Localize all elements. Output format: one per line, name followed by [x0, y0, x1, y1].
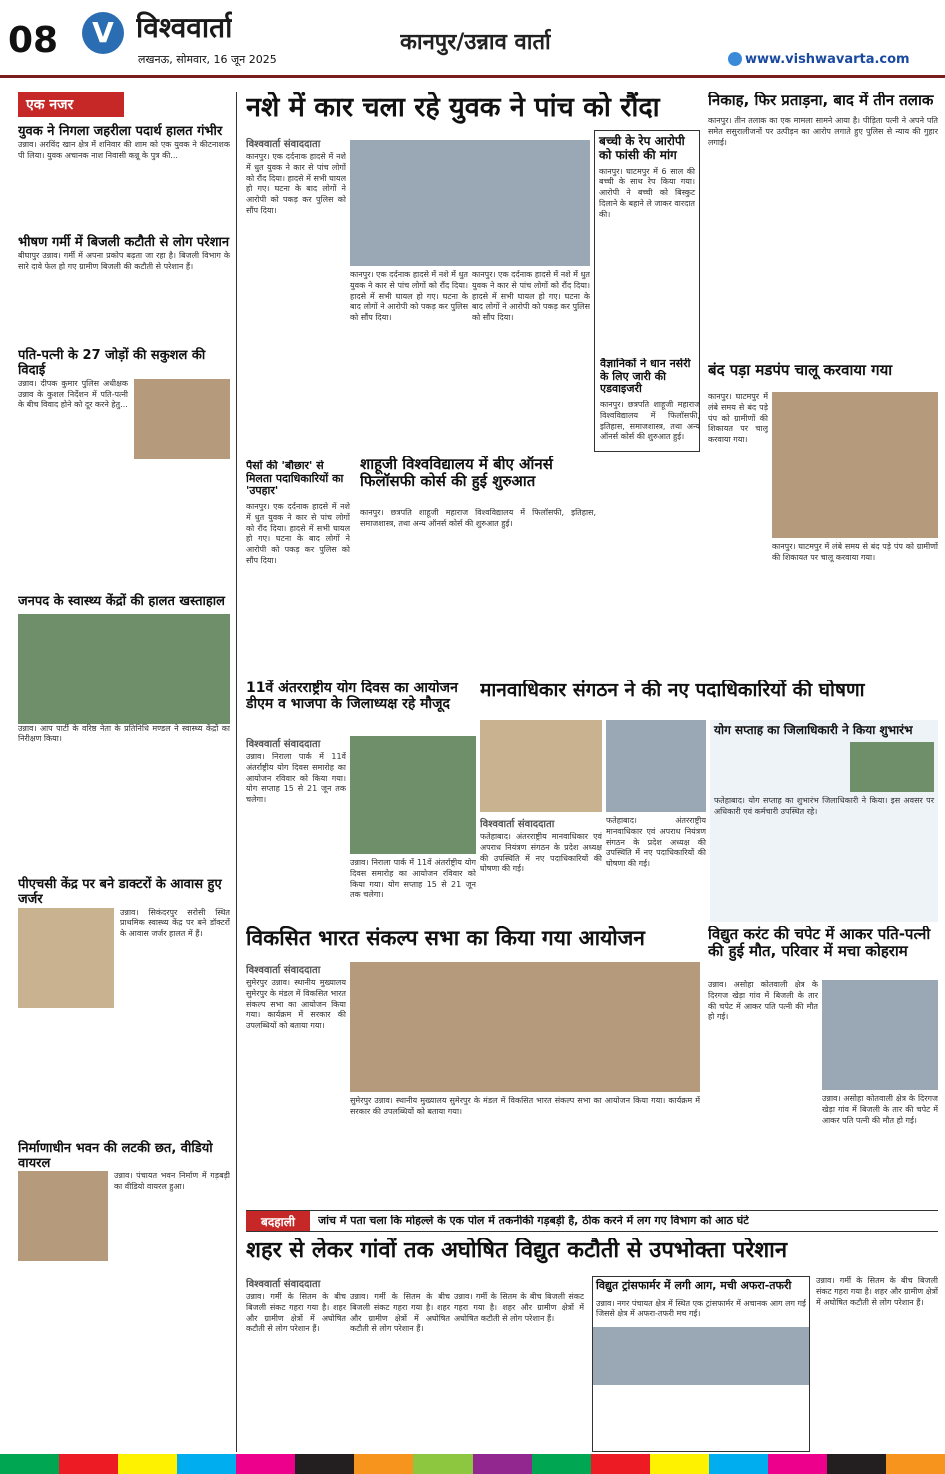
power-cut-body: उन्नाव। गर्मी के सितम के बीच बिजली संकट गहरा गया है। शहर और ग्रामीण क्षेत्रों में अघोषित कटौती से लोग परेशान हैं। [246, 1292, 346, 1334]
badhali-kicker: जांच में पता चला कि मोहल्ले के एक पोल में तकनीकी गड़बड़ी है, ठीक करने में लग गए विभाग को आठ घंटे [318, 1214, 749, 1227]
yoga-photo [350, 736, 476, 854]
transformer-photo [593, 1327, 809, 1385]
brief-headline: भीषण गर्मी में बिजली कटौती से लोग परेशान [18, 234, 230, 250]
sidebox-body: कानपुर। घाटमपुर में 6 साल की बच्ची के साथ रेप किया गया। आरोपी ने बच्ची को बिस्कुट दिलाने के बहाने ले जाकर वारदात की। [599, 166, 695, 219]
masthead [0, 0, 945, 78]
brand-name: विश्ववार्ता [136, 11, 233, 44]
yoga-week-box [710, 720, 938, 922]
human-rights-photo-2 [606, 720, 706, 812]
color-swatch [177, 1454, 236, 1474]
color-swatch [236, 1454, 295, 1474]
sankalp-body: सुमेरपुर उन्नाव। स्थानीय मुख्यालय सुमेरपुर के मंडल में विकसित भारत संकल्प सभा का आयोजन किया गया। कार्यक्रम में सरकार की उपलब्धियों को बताया गया। [246, 978, 346, 1031]
brand-logo-icon: V [82, 12, 124, 54]
brief-headline: युवक ने निगला जहरीला पदार्थ हालत गंभीर [18, 124, 223, 139]
pump-body-continued: कानपुर। घाटमपुर में लंबे समय से बंद पड़े पंप को ग्रामीणों की शिकायत पर चालू करवाया गया। [772, 542, 938, 562]
yoga-headline: 11वें अंतरराष्ट्रीय योग दिवस का आयोजन डीएम व भाजपा के जिलाध्यक्ष रहे मौजूद [246, 680, 458, 713]
color-registration-strip [0, 1454, 945, 1474]
talaq-headline: निकाह, फिर प्रताड़ना, बाद में तीन तलाक [708, 92, 934, 109]
talaq-body: कानपुर। तीन तलाक का एक मामला सामने आया है। पीड़िता पत्नी ने अपने पति समेत ससुरालीजनों पर उत्पीड़न का आरोप लगाते हुए पुलिस से न्याय की गुहार लगाई। [708, 116, 938, 147]
human-rights-body-continued: फतेहाबाद। अंतरराष्ट्रीय मानवाधिकार एवं अपराध नियंत्रण संगठन के प्रदेश अध्यक्ष की उपस्थिति में नए पदाधिकारियों की घोषणा की गई। [606, 816, 706, 869]
color-swatch [118, 1454, 177, 1474]
money-headline: पैसों की 'बौछार' से मिलता पदाधिकारियों का 'उपहार' [246, 460, 344, 498]
lead-headline: नशे में कार चला रहे युवक ने पांच को रौंदा [246, 92, 660, 123]
sankalp-headline: विकसित भारत संकल्प सभा का किया गया आयोजन [246, 926, 645, 950]
badhali-label: बदहाली [246, 1211, 310, 1232]
human-rights-body: फतेहाबाद। अंतरराष्ट्रीय मानवाधिकार एवं अपराध नियंत्रण संगठन के प्रदेश अध्यक्ष की उपस्थिति में नए पदाधिकारियों की घोषणा की गई। [480, 832, 602, 874]
brief-body: उन्नाव। अरविंद खान क्षेत्र में शनिवार की शाम को एक युवक ने कीटनाशक पी लिया। युवक अचानक नाश निवासी कन्नू के पुत्र की... [18, 139, 230, 160]
lead-body-continued: कानपुर। एक दर्दनाक हादसे में नशे में धुत युवक ने कार से पांच लोगों को रौंद दिया। हादसे में सभी घायल हो गए। घटना के बाद लोगों ने आरोपी को पकड़ कर पुलिस को सौंप दिया। [472, 270, 590, 323]
brief-headline: पति-पत्नी के 27 जोड़ों की सकुशल की विदाई [18, 347, 206, 378]
yoga-week-headline: योग सप्ताह का जिलाधिकारी ने किया शुभारंभ [714, 723, 913, 737]
paddy-headline: वैज्ञानिकों ने धान नर्सरी के लिए जारी की एडवाइजरी [600, 358, 691, 396]
accident-photo [350, 140, 590, 266]
brief-body: उन्नाव। पंचायत भवन निर्माण में गड़बड़ी का वीडियो वायरल हुआ। [114, 1171, 230, 1192]
electrocution-headline: विद्युत करंट की चपेट में आकर पति-पत्नी की हुई मौत, परिवार में मचा कोहराम [708, 926, 931, 961]
section-title: कानपुर/उन्नाव वार्ता [400, 30, 551, 55]
pump-photo [772, 392, 938, 538]
paddy-body: कानपुर। छत्रपति शाहूजी महाराज विश्वविद्यालय में फिलॉसफी, इतिहास, समाजशास्त्र, तथा अन्य ऑनर्स कोर्स की शुरुआत हुई। [600, 400, 700, 442]
yoga-week-body: फतेहाबाद। योग सप्ताह का शुभारंभ जिलाधिकारी ने किया। इस अवसर पर अधिकारी एवं कर्मचारी उपस्थित रहे। [714, 795, 934, 816]
color-swatch [473, 1454, 532, 1474]
color-swatch [709, 1454, 768, 1474]
health-centre-photo [18, 614, 230, 724]
electrocution-body: उन्नाव। असोहा कोतवाली क्षेत्र के दिरगज खेड़ा गांव में बिजली के तार की चपेट में आकर पति पत्नी की मौत हो गई। [708, 980, 818, 1022]
sankalp-reporter: विश्ववार्ता संवाददाता [246, 965, 321, 976]
university-headline: शाहूजी विश्वविद्यालय में बीए ऑनर्स फिलॉसफी कोर्स की हुई शुरुआत [360, 456, 553, 491]
badhali-strip [246, 1210, 938, 1232]
color-swatch [413, 1454, 472, 1474]
human-rights-headline: मानवाधिकार संगठन ने की नए पदाधिकारियों की घोषणा [480, 680, 865, 701]
website-link[interactable]: www.vishwavarta.com [745, 52, 910, 67]
color-swatch [886, 1454, 945, 1474]
building-photo [18, 1171, 108, 1261]
couples-photo [134, 379, 230, 459]
yoga-week-photo [850, 742, 934, 792]
human-rights-reporter: विश्ववार्ता संवाददाता [480, 819, 555, 830]
electrocution-body-continued: उन्नाव। असोहा कोतवाली क्षेत्र के दिरगज खेड़ा गांव में बिजली के तार की चपेट में आकर पति पत्नी की मौत हो गई। [822, 1094, 938, 1125]
yoga-body: उन्नाव। निराला पार्क में 11वें अंतर्राष्ट्रीय योग दिवस समारोह का आयोजन रविवार को किया गया। योग सप्ताह 15 से 21 जून तक चलेगा। [246, 752, 346, 805]
transformer-inset [592, 1276, 810, 1452]
brief-body: बीघापुर उन्नाव। गर्मी में अपना प्रकोप बढ़ता जा रहा है। बिजली विभाग के सारे दावे फेल हो गए ग्रामीण बिजली की कटौती से परेशान हैं। [18, 250, 230, 271]
brief-body: उन्नाव। आप पार्टी के वरिष्ठ नेता के प्रतिनिधि मण्डल ने स्वास्थ्य केंद्रों का निरीक्षण किया। [18, 723, 230, 744]
brief-body: उन्नाव। दीपक कुमार पुलिस अधीक्षक उन्नाव के कुशल निर्देशन में पति-पत्नी के बीच विवाद होने को दूर करने हेतु... [18, 378, 128, 410]
page-number: 08 [8, 20, 59, 61]
electrocution-photo [822, 980, 938, 1090]
color-swatch [0, 1454, 59, 1474]
color-swatch [768, 1454, 827, 1474]
yoga-body-continued: उन्नाव। निराला पार्क में 11वें अंतर्राष्ट्रीय योग दिवस समारोह का आयोजन रविवार को किया गया। योग सप्ताह 15 से 21 जून तक चलेगा। [350, 858, 476, 900]
power-cut-headline: शहर से लेकर गांवों तक अघोषित विद्युत कटौती से उपभोक्ता परेशान [246, 1238, 788, 1263]
power-cut-reporter: विश्ववार्ता संवाददाता [246, 1279, 321, 1290]
transformer-headline: विद्युत ट्रांसफार्मर में लगी आग, मची अफरा-तफरी [596, 1279, 792, 1292]
color-swatch [532, 1454, 591, 1474]
color-swatch [650, 1454, 709, 1474]
power-cut-body-continued: उन्नाव। गर्मी के सितम के बीच बिजली संकट गहरा गया है। शहर और ग्रामीण क्षेत्रों में अघोषित कटौती से लोग परेशान हैं। [454, 1292, 584, 1323]
power-cut-body-continued: उन्नाव। गर्मी के सितम के बीच बिजली संकट गहरा गया है। शहर और ग्रामीण क्षेत्रों में अघोषित कटौती से लोग परेशान हैं। [816, 1276, 938, 1307]
sankalp-photo [350, 962, 700, 1092]
brief-headline: निर्माणाधीन भवन की लटकी छत, वीडियो वायरल [18, 1140, 213, 1171]
human-rights-photo [480, 720, 602, 812]
ek-nazar-label: एक नजर [18, 92, 124, 117]
university-body: कानपुर। छत्रपति शाहूजी महाराज विश्वविद्यालय में फिलॉसफी, इतिहास, समाजशास्त्र, तथा अन्य ऑनर्स कोर्स की शुरुआत हुई। [360, 508, 596, 528]
transformer-body: उन्नाव। नगर पंचायत क्षेत्र में स्थित एक ट्रांसफार्मर में अचानक आग लग गई जिससे क्षेत्र में अफरा-तफरी मच गई। [596, 1298, 806, 1319]
brief-body: उन्नाव। सिकंदरपुर सरोसी स्थित प्राथमिक स्वास्थ्य केंद्र पर बने डॉक्टरों के आवास जर्जर हालत में हैं। [120, 907, 230, 939]
color-swatch [295, 1454, 354, 1474]
column-divider [236, 92, 237, 1452]
brief-headline: पीएचसी केंद्र पर बने डाक्टरों के आवास हुए जर्जर [18, 876, 222, 907]
pump-body: कानपुर। घाटमपुर में लंबे समय से बंद पड़े पंप को ग्रामीणों की शिकायत पर चालू करवाया गया। [708, 392, 768, 445]
pump-headline: बंद पड़ा मडपंप चालू करवाया गया [708, 362, 893, 379]
color-swatch [827, 1454, 886, 1474]
color-swatch [354, 1454, 413, 1474]
color-swatch [59, 1454, 118, 1474]
sidebox-headline: बच्ची के रेप आरोपी को फांसी की मांग [599, 134, 685, 162]
yoga-reporter: विश्ववार्ता संवाददाता [246, 739, 321, 750]
globe-icon [728, 52, 742, 66]
lead-body-continued: कानपुर। एक दर्दनाक हादसे में नशे में धुत युवक ने कार से पांच लोगों को रौंद दिया। हादसे में सभी घायल हो गए। घटना के बाद लोगों ने आरोपी को पकड़ कर पुलिस को सौंप दिया। [350, 270, 468, 323]
quarters-photo [18, 908, 114, 1008]
lead-body: कानपुर। एक दर्दनाक हादसे में नशे में धुत युवक ने कार से पांच लोगों को रौंद दिया। हादसे में सभी घायल हो गए। घटना के बाद लोगों ने आरोपी को पकड़ कर पुलिस को सौंप दिया। [246, 152, 346, 215]
brief-headline: जनपद के स्वास्थ्य केंद्रों की हालत खस्ताहाल [18, 593, 225, 609]
city-date: लखनऊ, सोमवार, 16 जून 2025 [138, 53, 277, 66]
lead-reporter: विश्ववार्ता संवाददाता [246, 139, 321, 150]
money-body: कानपुर। एक दर्दनाक हादसे में नशे में धुत युवक ने कार से पांच लोगों को रौंद दिया। हादसे में सभी घायल हो गए। घटना के बाद लोगों ने आरोपी को पकड़ कर पुलिस को सौंप दिया। [246, 502, 350, 565]
sankalp-body-continued: सुमेरपुर उन्नाव। स्थानीय मुख्यालय सुमेरपुर के मंडल में विकसित भारत संकल्प सभा का आयोजन किया गया। कार्यक्रम में सरकार की उपलब्धियों को बताया गया। [350, 1096, 700, 1116]
color-swatch [591, 1454, 650, 1474]
power-cut-body-continued: उन्नाव। गर्मी के सितम के बीच बिजली संकट गहरा गया है। शहर और ग्रामीण क्षेत्रों में अघोषित कटौती से लोग परेशान हैं। [350, 1292, 450, 1334]
left-column [18, 92, 230, 1452]
